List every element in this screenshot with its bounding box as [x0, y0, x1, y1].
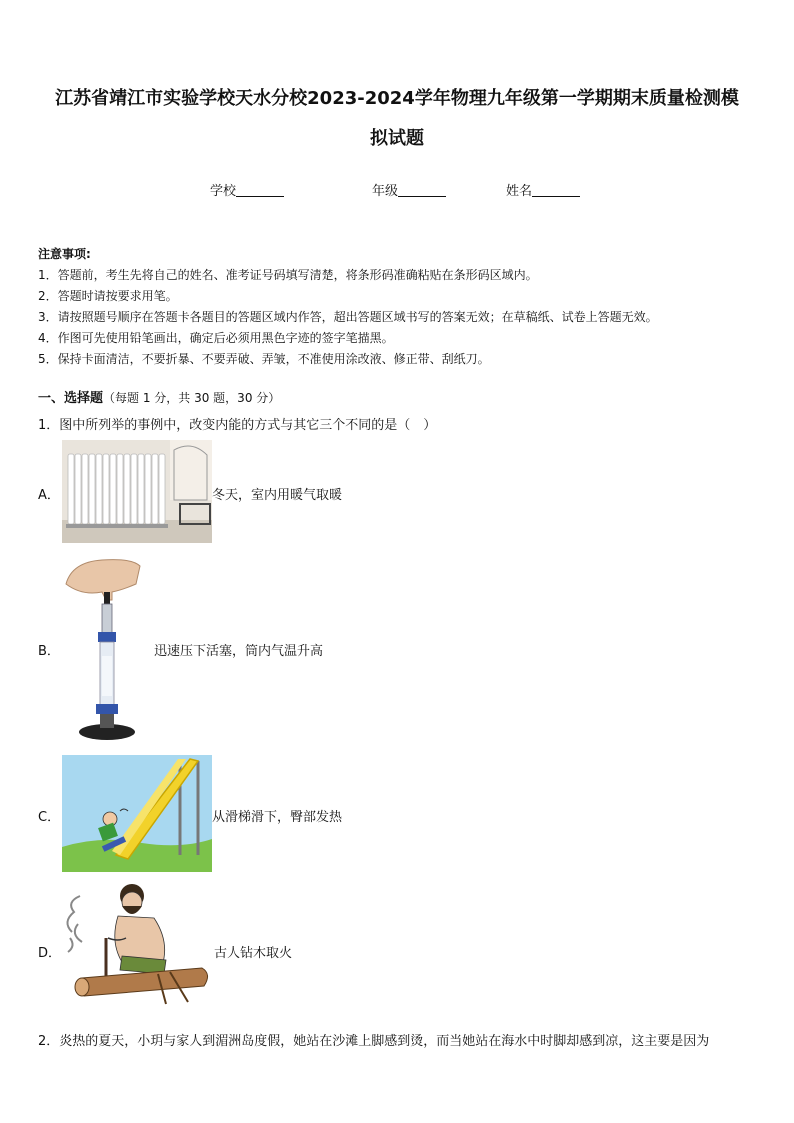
grade-field [372, 180, 446, 199]
note-item: 1．答题前，考生先将自己的姓名、准考证号码填写清楚，将条形码准确粘贴在条形码区域内。 [38, 268, 538, 282]
question-1-stem: 1．图中所列举的事例中，改变内能的方式与其它三个不同的是（ ） [38, 418, 437, 433]
section-heading [38, 387, 280, 406]
note-item: 5．保持卡面清洁，不要折暴、不要弄破、弄皱，不准使用涂改液、修正带、刮纸刀。 [38, 352, 490, 366]
question-2-stem: 2．炎热的夏天，小玥与家人到湄洲岛度假，她站在沙滩上脚感到烫，而当她站在海水中时脚却感到凉，这主要是因为 [38, 1034, 710, 1049]
option-c-letter: C． [38, 810, 61, 825]
option-a-letter: A． [38, 488, 60, 503]
name-field [506, 180, 580, 199]
name-blank [532, 182, 580, 197]
section-detail: （每题 1 分，共 30 题，30 分） [103, 391, 281, 405]
fire-drill-picture [62, 882, 214, 1010]
option-d-letter: D． [38, 946, 62, 961]
note-item: 3．请按照题号顺序在答题卡各题目的答题区域内作答，超出答题区域书写的答案无效；在草稿纸、试卷上答题无效。 [38, 310, 658, 324]
page-title-line1: 江苏省靖江市实验学校天水分校2023-2024学年物理九年级第一学期期末质量检测模 [55, 88, 739, 109]
radiator-picture [62, 440, 212, 543]
school-field [210, 180, 284, 199]
section-label: 一、选择题 [38, 391, 104, 406]
option-a-text: 冬天，室内用暖气取暖 [212, 488, 343, 503]
notes-heading: 注意事项: [38, 247, 91, 261]
notes-block [38, 244, 768, 370]
note-item: 4．作图可先使用铅笔画出，确定后必须用黑色字迹的签字笔描黑。 [38, 331, 394, 345]
grade-label: 年级 [372, 184, 399, 199]
grade-blank [398, 182, 446, 197]
note-item: 2．答题时请按要求用笔。 [38, 289, 178, 303]
option-b-text: 迅速压下活塞，筒内气温升高 [154, 644, 324, 659]
school-label: 学校 [210, 184, 237, 199]
air-pump-picture [62, 556, 152, 746]
name-label: 姓名 [506, 184, 533, 199]
option-b-letter: B． [38, 644, 60, 659]
slide-picture [62, 755, 212, 872]
option-c-text: 从滑梯滑下，臀部发热 [212, 810, 343, 825]
school-blank [236, 182, 284, 197]
page-title-line2: 拟试题 [370, 128, 424, 149]
option-d-text: 古人钻木取火 [214, 946, 293, 961]
